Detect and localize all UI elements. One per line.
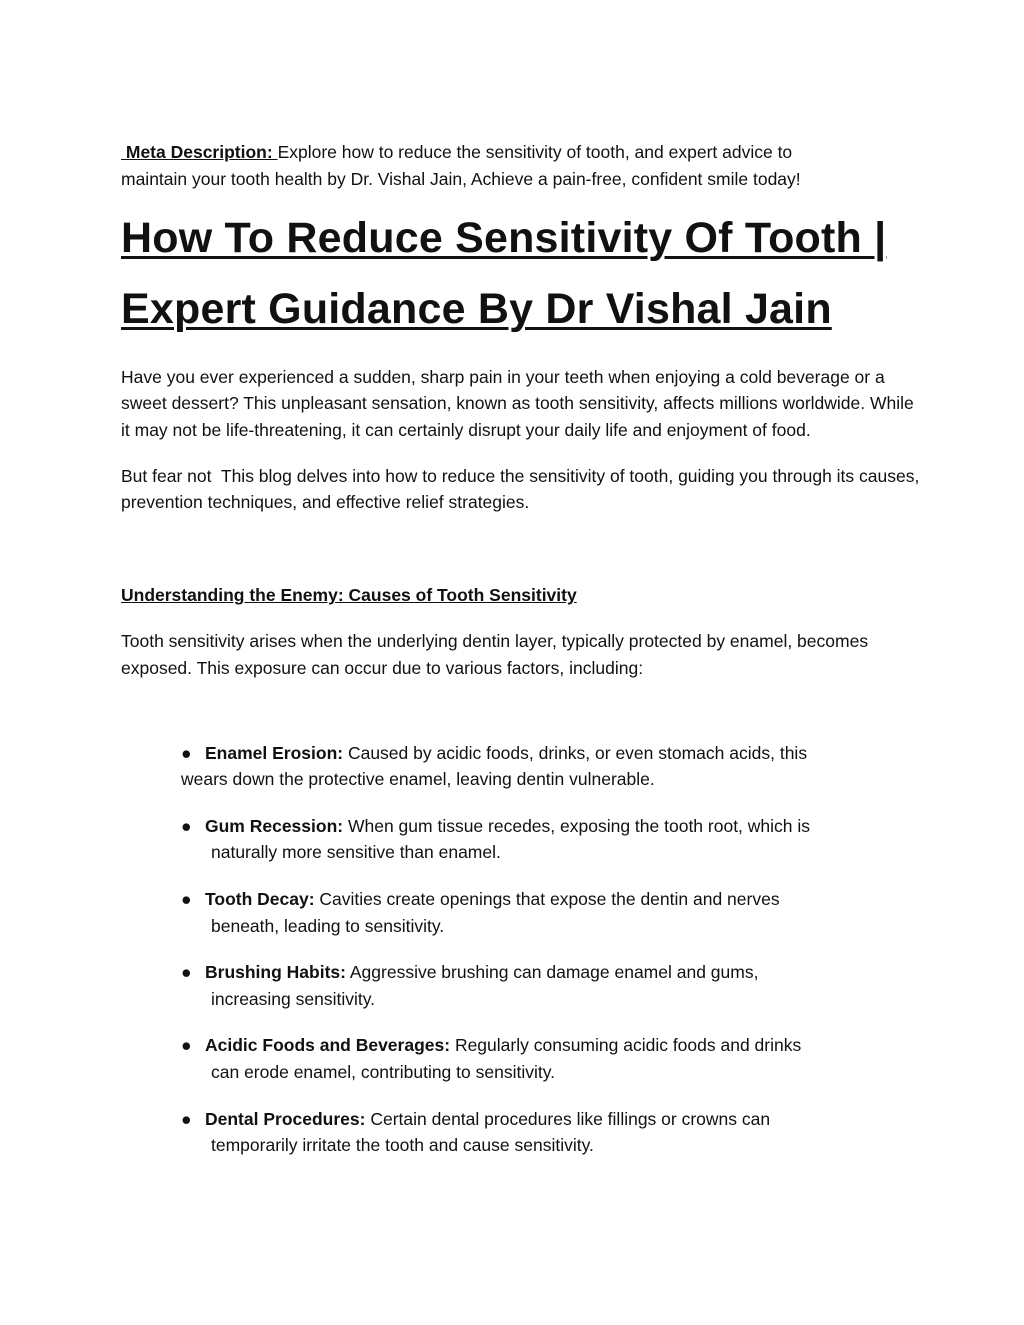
bullet-icon: ● bbox=[181, 743, 192, 764]
causes-list bbox=[121, 740, 921, 1158]
page-title-line-1: How To Reduce Sensitivity Of Tooth | bbox=[121, 214, 887, 262]
list-item-term: Enamel Erosion: bbox=[205, 743, 344, 764]
section-heading: Understanding the Enemy: Causes of Tooth Sensitivity bbox=[121, 585, 577, 606]
list-item-term: Dental Procedures: bbox=[205, 1108, 366, 1129]
list-item-text: Caused by acidic foods, drinks, or even stomach acids, this bbox=[343, 743, 808, 764]
list-item-text: Certain dental procedures like fillings or crowns can bbox=[365, 1108, 771, 1129]
meta-description-line-1: Explore how to reduce the sensitivity of tooth, and expert advice to bbox=[277, 142, 793, 162]
list-item-term: Gum Recession: bbox=[205, 816, 344, 837]
intro-paragraph-1: Have you ever experienced a sudden, sharp pain in your teeth when enjoying a cold beverage or a sweet dessert? This unpleasant sensation, known as tooth sensitivity, affects millions worldwide. While it may not be life-threatening, it can certainly disrupt your daily life and enjoyment of food. bbox=[121, 367, 914, 440]
document-page bbox=[121, 139, 925, 1179]
list-item-continuation: beneath, leading to sensitivity. bbox=[211, 915, 445, 936]
bullet-icon: ● bbox=[181, 962, 192, 983]
list-item-text: Cavities create openings that expose the dentin and nerves bbox=[314, 889, 780, 910]
list-item bbox=[181, 886, 921, 939]
section-intro-paragraph: Tooth sensitivity arises when the underlying dentin layer, typically protected by enamel, becomes exposed. This exposure can occur due to various factors, including: bbox=[121, 631, 869, 678]
list-item bbox=[181, 1032, 921, 1085]
list-item bbox=[181, 740, 921, 793]
list-item bbox=[181, 1106, 921, 1159]
list-item-term: Tooth Decay: bbox=[205, 889, 315, 910]
list-item-text: Regularly consuming acidic foods and drinks bbox=[450, 1035, 802, 1056]
bullet-icon: ● bbox=[181, 816, 192, 837]
page-title-line-2: Expert Guidance By Dr Vishal Jain bbox=[121, 285, 832, 333]
list-item-continuation: wears down the protective enamel, leaving dentin vulnerable. bbox=[181, 769, 655, 790]
list-item-text: When gum tissue recedes, exposing the tooth root, which is bbox=[343, 816, 811, 837]
meta-description bbox=[121, 139, 921, 193]
list-item-continuation: increasing sensitivity. bbox=[211, 988, 376, 1009]
list-item-text: Aggressive brushing can damage enamel and gums, bbox=[345, 962, 759, 983]
intro-paragraph-2: But fear not This blog delves into how to reduce the sensitivity of tooth, guiding you through its causes, prevention techniques, and effective relief strategies. bbox=[121, 465, 925, 513]
page-title bbox=[121, 203, 921, 345]
bullet-icon: ● bbox=[181, 1035, 192, 1056]
list-item-continuation: naturally more sensitive than enamel. bbox=[211, 842, 501, 863]
list-item-term: Brushing Habits: bbox=[205, 962, 346, 983]
list-item-continuation: can erode enamel, contributing to sensitivity. bbox=[211, 1061, 556, 1082]
list-item-term: Acidic Foods and Beverages: bbox=[205, 1035, 451, 1056]
bullet-icon: ● bbox=[181, 889, 192, 910]
list-item bbox=[181, 813, 921, 866]
list-item bbox=[181, 959, 921, 1012]
meta-description-label: Meta Description: bbox=[121, 142, 278, 162]
meta-description-line-2: maintain your tooth health by Dr. Vishal Jain, Achieve a pain-free, confident smile today! bbox=[121, 169, 801, 189]
bullet-icon: ● bbox=[181, 1108, 192, 1129]
list-item-continuation: temporarily irritate the tooth and cause sensitivity. bbox=[211, 1134, 594, 1155]
